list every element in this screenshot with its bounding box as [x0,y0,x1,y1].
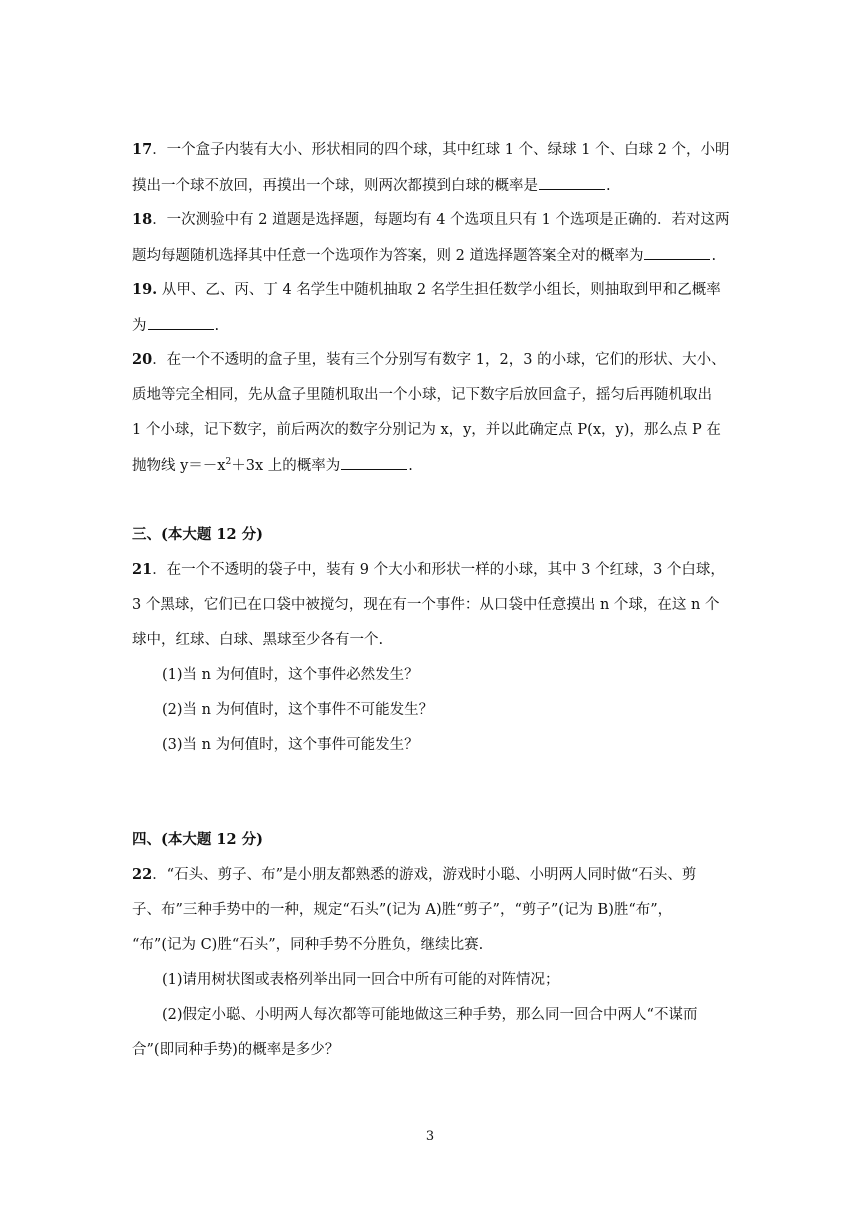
q21-line-2: 3 个黑球，它们已在口袋中被搅匀，现在有一个事件：从口袋中任意摸出 n 个球，在这 n 个 [132,597,720,613]
q18-line-2: 题均每题随机选择其中任意一个选项作为答案，则 2 道选择题答案全对的概率为 . [132,245,716,266]
q17-line-2: 摸出一个球不放回，再摸出一个球，则两次都摸到白球的概率是 . [132,175,611,196]
q21-number: 21 [132,561,153,578]
q19-number: 19. [132,281,158,298]
q20-number: 20 [132,351,153,368]
q21-sub-3: (3)当 n 为何值时，这个事件可能发生？ [162,737,419,753]
q22-line-3: “布”(记为 C)胜“石头”，同种手势不分胜负，继续比赛. [132,937,484,953]
q17-number: 17 [132,141,153,158]
q19-answer-blank [148,315,214,330]
q20-answer-blank [341,455,407,470]
q20-line-1: 20．在一个不透明的盒子里，装有三个分别写有数字 1，2，3 的小球，它们的形状、大小、 [132,351,726,368]
page-number: 3 [425,1129,435,1144]
q22-sub-2-line-2: 合”(即同种手势)的概率是多少？ [132,1042,340,1058]
q22-line-1: 22．“石头、剪子、布”是小朋友都熟悉的游戏，游戏时小聪、小明两人同时做“石头、剪 [132,866,697,883]
q21-sub-2: (2)当 n 为何值时，这个事件不可能发生？ [162,702,434,718]
q21-sub-1: (1)当 n 为何值时，这个事件必然发生？ [162,667,419,683]
q18-answer-blank [644,245,710,260]
q20-line-2: 质地等完全相同，先从盒子里随机取出一个小球，记下数字后放回盒子，摇匀后再随机取出 [132,387,712,403]
q19-line-1: 19. 从甲、乙、丙、丁 4 名学生中随机抽取 2 名学生担任数学小组长，则抽取到甲和乙概率 [132,281,721,298]
q20-line-4: 抛物线 $y=-x^2+3x$ 上的概率为 . [132,457,413,474]
q20-line-3: 1 个小球，记下数字，前后两次的数字分别记为 x，y，并以此确定点 P(x，y)，那么点 P 在 [132,422,721,438]
q22-sub-1: (1)请用树状图或表格列举出同一回合中所有可能的对阵情况； [162,972,560,988]
superscript-exponent: 2 [225,457,232,467]
q18-number: 18 [132,211,153,228]
q22-sub-2-line-1: (2)假定小聪、小明两人每次都等可能地做这三种手势，那么同一回合中两人“不谋而 [162,1007,698,1023]
q22-number: 22 [132,866,153,883]
q19-line-2: 为 . [132,315,219,336]
section-3-heading: 三、(本大题 12 分) [132,526,263,543]
q21-line-1: 21．在一个不透明的袋子中，装有 9 个大小和形状一样的小球，其中 3 个红球，3 个白球， [132,561,725,578]
q18-line-1: 18．一次测验中有 2 道题是选择题，每题均有 4 个选项且只有 1 个选项是正确的．若对这两 [132,211,730,228]
q22-line-2: 子、布”三种手势中的一种，规定“石头”(记为 A)胜“剪子”，“剪子”(记为 B)胜“布”， [132,902,673,918]
q21-line-3: 球中，红球、白球、黑球至少各有一个. [132,632,384,648]
q17-line-1: 17．一个盒子内装有大小、形状相同的四个球，其中红球 1 个、绿球 1 个、白球 2 个，小明 [132,141,730,158]
q17-answer-blank [539,175,605,190]
section-4-heading: 四、(本大题 12 分) [132,831,263,848]
